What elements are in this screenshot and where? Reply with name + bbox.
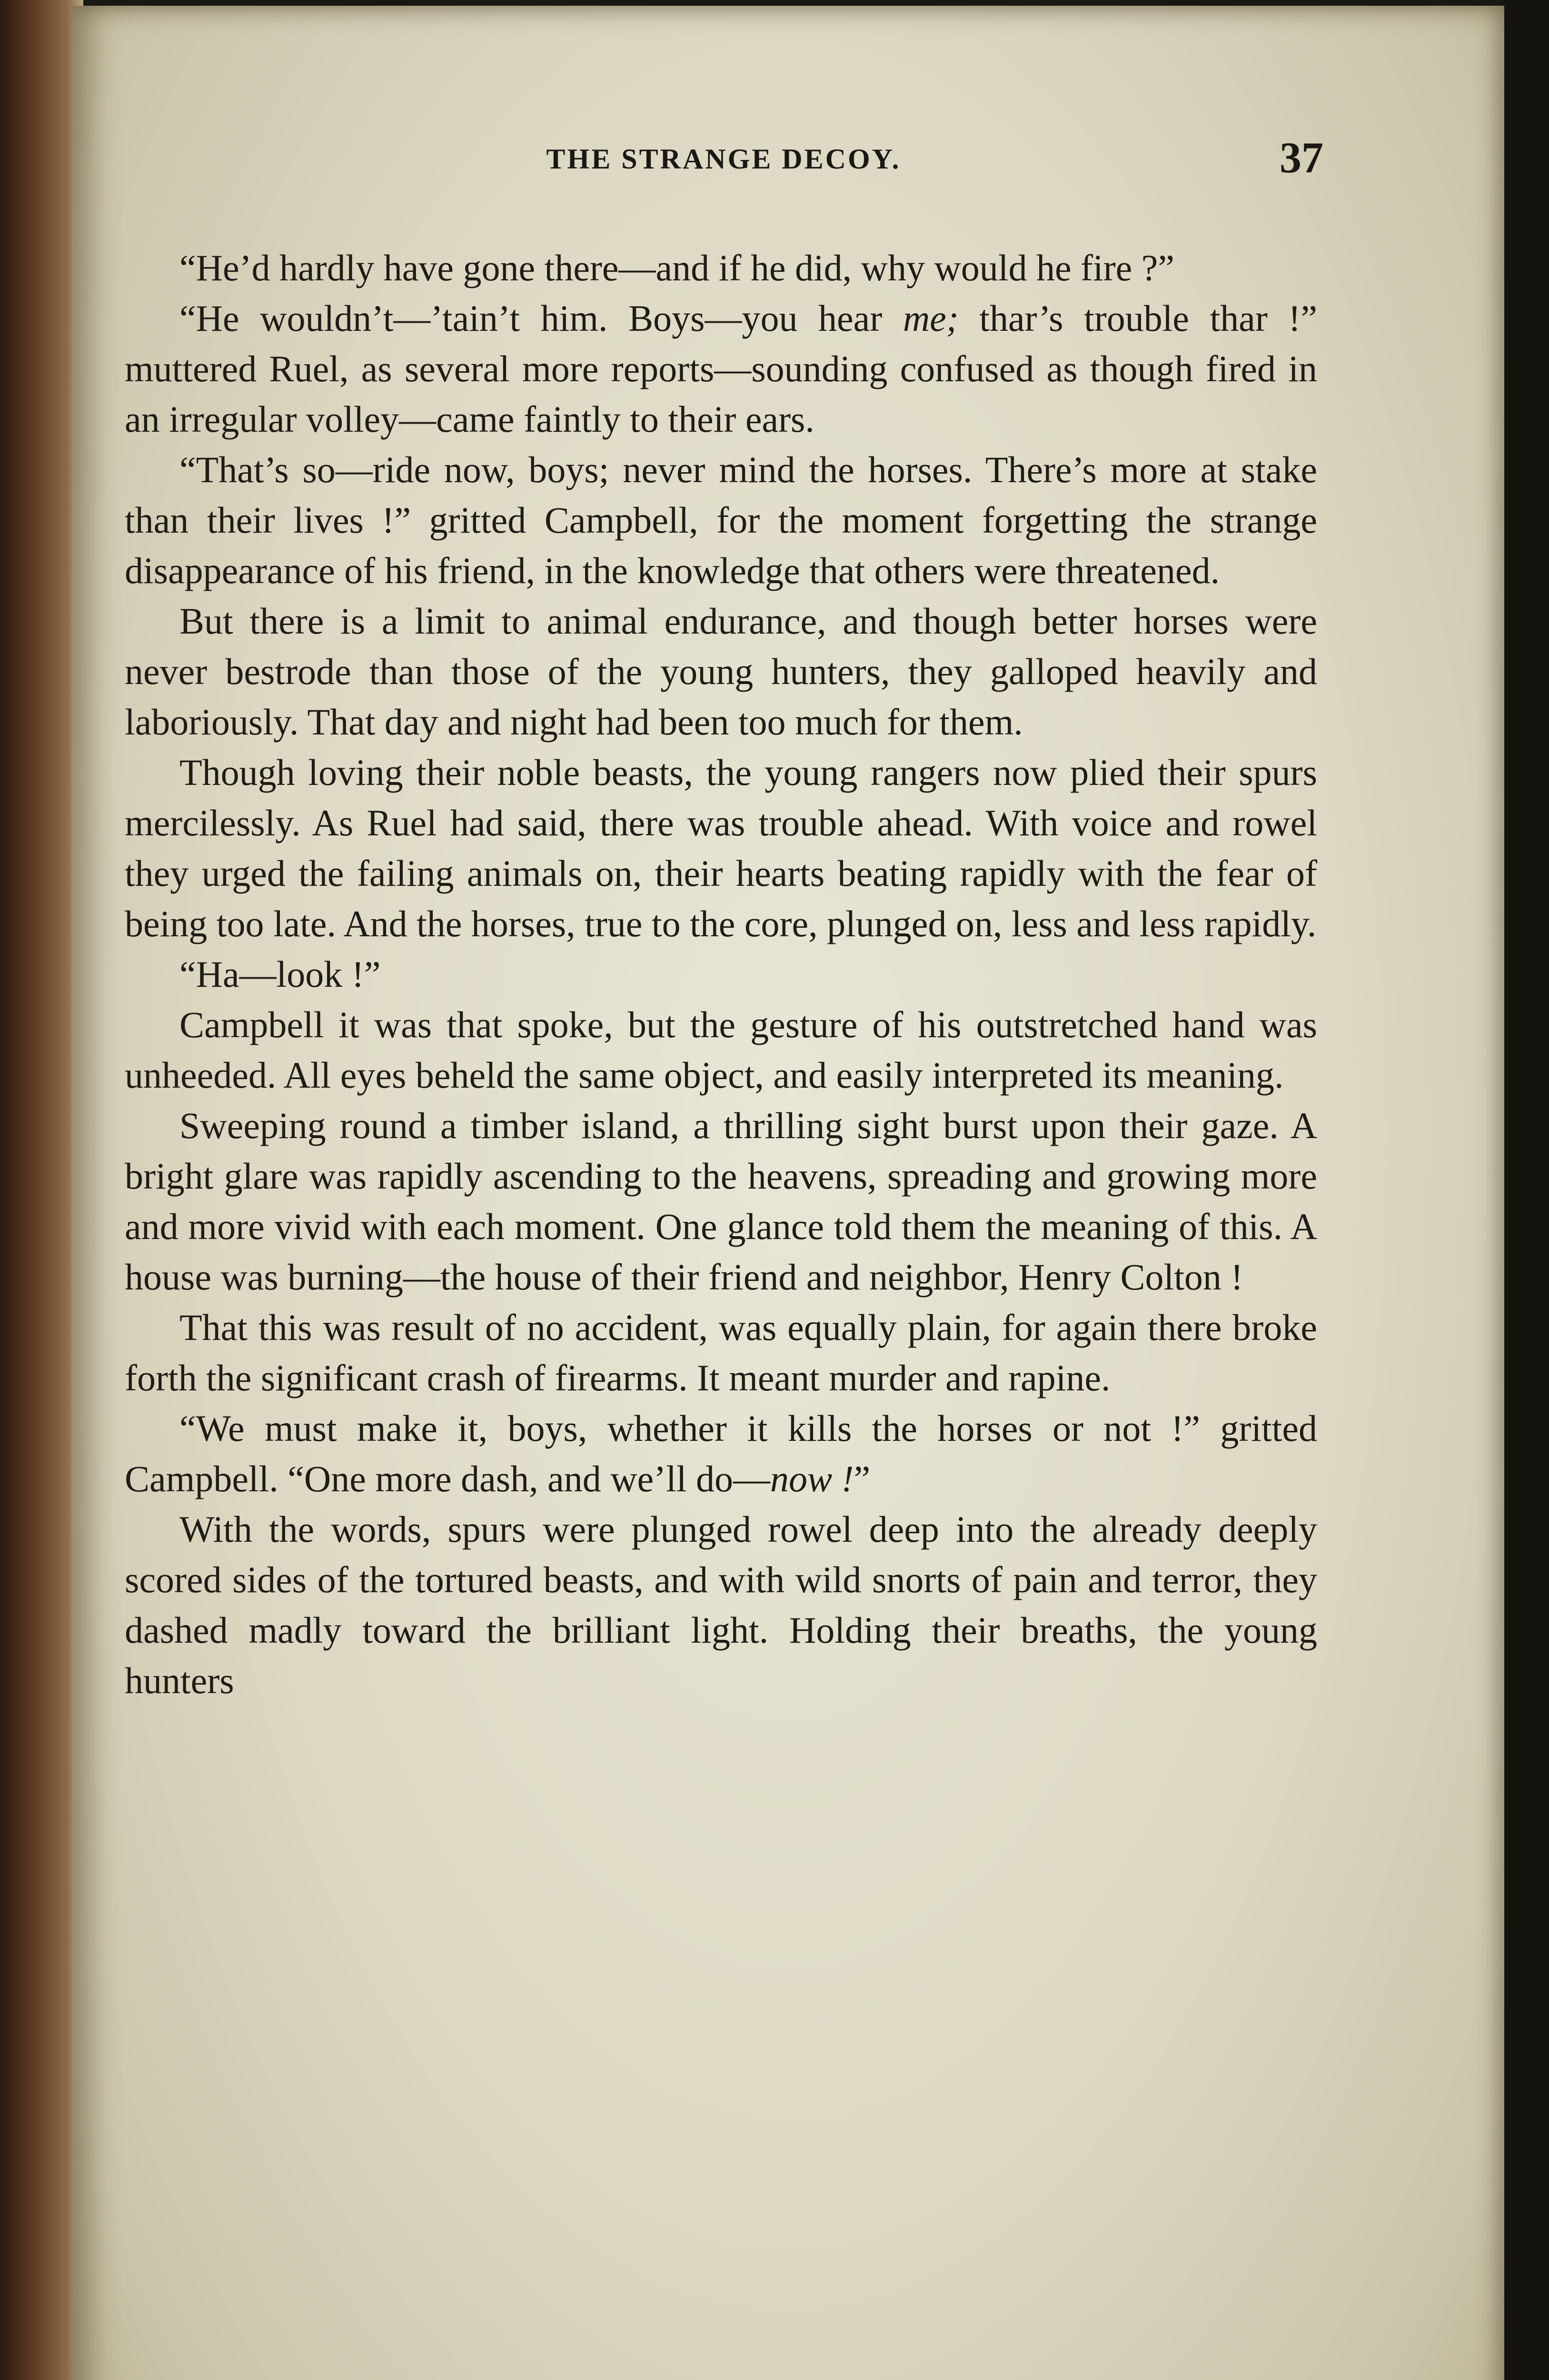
paragraph-10 [125,1403,1317,1504]
paragraph-2 [125,293,1317,445]
running-head: THE STRANGE DECOY. [546,143,901,175]
paragraph-2-text-c: thar’s trouble thar !” muttered Ruel, as several more reports—sounding confused as though fired in an irregular volley—came faintly to their ears. [125,298,1317,440]
paragraph-7: Campbell it was that spoke, but the gesture of his outstretched hand was unheeded. All eyes beheld the same object, and easily interpreted its meaning. [125,1004,1317,1096]
body-text [125,243,1317,1706]
paragraph-8: Sweeping round a timber island, a thrilling sight burst upon their gaze. A bright glare was rapidly ascending to the heavens, spreading and growing more and more vivid with each moment. One glance told them the meaning of this. A house was burning—the house of their friend and neighbor, Henry Colton ! [125,1105,1317,1298]
paragraph-10-text-a: “We must make it, boys, whether it kills the horses or not !” gritted Campbell. “One more dash, and we’ll do— [125,1408,1317,1499]
paragraph-2-text-a: “He wouldn’t—’tain’t him. Boys—you hear [179,298,903,339]
page-header [124,133,1323,200]
paragraph-10-text-c: ” [854,1458,871,1499]
paragraph-4: But there is a limit to animal endurance, and though better horses were never bestrode than those of the young hunters, they galloped heavily and laboriously. That day and night had been too much for them. [125,600,1317,743]
paragraph-11: With the words, spurs were plunged rowel deep into the already deeply scored sides of the tortured beasts, and with wild snorts of pain and terror, they dashed madly toward the brilliant light. Holding their breaths, the young hunters [125,1508,1317,1701]
book-binding [0,0,83,2380]
paragraph-9: That this was result of no accident, was equally plain, for again there broke forth the significant crash of firearms. It meant murder and rapine. [125,1307,1317,1398]
paragraph-10-emphasis: now ! [770,1458,854,1499]
page-number: 37 [1280,133,1323,182]
scan-background-edge [1504,0,1549,2380]
paragraph-6: “Ha—look !” [179,953,381,995]
paragraph-5: Though loving their noble beasts, the young rangers now plied their spurs mercilessly. As Ruel had said, there was trouble ahead. With voice and rowel they urged the failing animals on, their hearts beating rapidly with the fear of being too late. And the horses, true to the core, plunged on, less and less rapidly. [125,752,1317,944]
paragraph-1: “He’d hardly have gone there—and if he did, why would he fire ?” [179,247,1175,288]
paragraph-3: “That’s so—ride now, boys; never mind the horses. There’s more at stake than their lives !” gritted Campbell, for the moment forgetting the strange disappearance of his friend, in the knowledge that others were threatened. [125,449,1317,591]
paragraph-2-emphasis: me; [903,298,959,339]
